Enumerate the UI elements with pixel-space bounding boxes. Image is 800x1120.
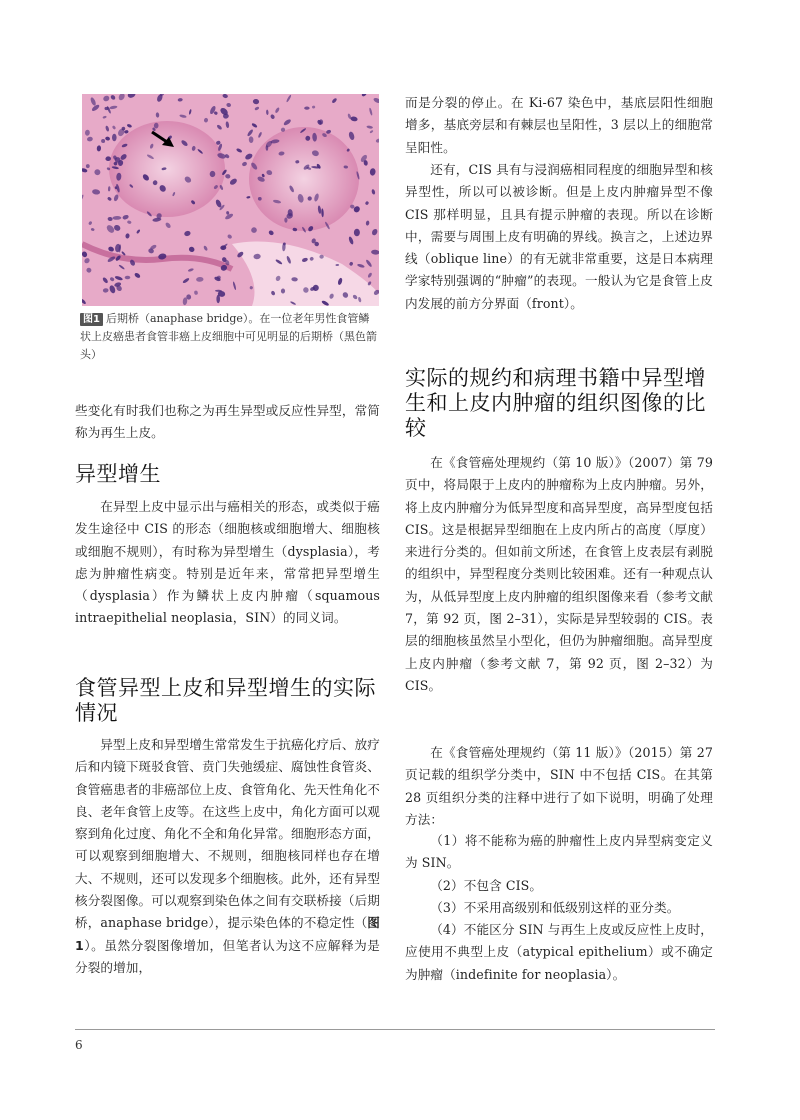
right-p3 [405, 452, 713, 697]
histology-figure [82, 94, 379, 306]
histology-image [82, 94, 379, 306]
section2-body [75, 734, 380, 979]
section3-heading-wrap [405, 366, 713, 441]
right-p4 [405, 742, 713, 831]
section1-heading-wrap [75, 462, 380, 487]
section2-text-part1: 异型上皮和异型增生常常发生于抗癌化疗后、放疗后和内镜下斑驳食管、贲门失弛缓症、腐蚀性食管炎、食管癌患者的非癌部位上皮、食管角化、先天性角化不良、老年食管上皮等。在这些上皮中，角化方面可以观察到角化过度、角化不全和角化异常。细胞形态方面，可以观察到细胞增大、不规则，细胞核同样也存在增大、不规则，还可以发现多个细胞核。此外，还有异型核分裂图像。可以观察到染色体之间有交联桥接（后期桥，anaphase bridge），提示染色体的不稳定性（ [75, 737, 380, 931]
rules-list [405, 830, 713, 986]
cell-nucleus [112, 134, 117, 142]
cell-nucleus [304, 107, 309, 110]
list-item-4: （4）不能区分 SIN 与再生上皮或反应性上皮时，应使用不典型上皮（atypical epithelium）或不确定为肿瘤（indefinite for neoplasia）。 [405, 922, 713, 982]
section1-paragraph: 在异型上皮中显示出与癌相关的形态，或类似于癌发生途径中 CIS 的形态（细胞核或细胞增大、细胞核或细胞不规则），有时称为异型增生（dysplasia），考虑为肿瘤性病变。特别是近年来，常常把异型增生（dysplasia）作为鳞状上皮内肿瘤（squamous intraepithelial neoplasia，SIN）的同义词。 [75, 499, 380, 626]
figure-caption [80, 310, 380, 364]
right-paragraph-2: 还有，CIS 具有与浸润癌相同程度的细胞异型和核异型性，所以可以被诊断。但是上皮内肿瘤异型不像 CIS 那样明显，且具有提示肿瘤的表现。所以在诊断中，需要与周围上皮有明确的界线。换言之，上述边界线（oblique line）的有无就非常重要，这是日本病理学家特别强调的“肿瘤”的表现。一般认为它是食管上皮内发展的前方分界面（front）。 [405, 162, 713, 311]
section2-paragraph [75, 734, 380, 979]
footer-divider [75, 1029, 715, 1030]
list-item-2: （2）不包含 CIS。 [430, 877, 543, 893]
page-number: 6 [75, 1038, 83, 1052]
figure-label: 图1 [80, 313, 103, 326]
list-item-1: （1）将不能称为癌的肿瘤性上皮内异型病变定义为 SIN。 [405, 833, 713, 871]
right-p1 [405, 92, 713, 159]
section2-text-part2: ）。虽然分裂图像增加，但笔者认为这不应解释为是分裂的增加， [75, 937, 380, 975]
right-paragraph-3: 在《食管癌处理规约（第 10 版）》（2007）第 79 页中，将局限于上皮内的肿瘤称为上皮内肿瘤。另外，将上皮内肿瘤分为低异型度和高异型度，高异型度包括 CIS。这是根据异型细胞在上皮内所占的高度（厚度）来进行分类的。但如前文所述，在食管上皮表层有剥脱的组织中，异型程度分类则比较困难。还有一种观点认为，从低异型度上皮内肿瘤的组织图像来看（参考文献 7，第 92 页，图 2–31），实际是异型较弱的 CIS。表层的细胞核虽然呈小型化，但仍为肿瘤细胞。高异型度上皮内肿瘤（参考文献 7，第 92 页，图 2–32）为 CIS。 [405, 455, 713, 693]
section1-heading: 异型增生 [75, 462, 161, 486]
list-item-3: （3）不采用高级别和低级别这样的亚分类。 [430, 899, 680, 915]
right-paragraph-1: 而是分裂的停止。在 Ki-67 染色中，基底层阳性细胞增多，基底旁层和有棘层也呈阳性，3 层以上的细胞常呈阳性。 [405, 95, 713, 155]
right-paragraph-4: 在《食管癌处理规约（第 11 版）》（2015）第 27 页记载的组织学分类中，SIN 中不包括 CIS。在其第 28 页组织分类的注释中进行了如下说明，明确了处理方法： [405, 745, 713, 827]
section2-heading-wrap [75, 676, 380, 726]
intro-continued-text: 些变化有时我们也称之为再生异型或反应性异型，常简称为再生上皮。 [75, 403, 380, 441]
left-intro-paragraph [75, 400, 380, 445]
section1-body [75, 496, 380, 630]
figure-reference-link[interactable]: 图1 [75, 915, 380, 953]
section2-heading: 食管异型上皮和异型增生的实际情况 [75, 676, 376, 725]
section3-heading: 实际的规约和病理书籍中异型增生和上皮内肿瘤的组织图像的比较 [405, 366, 706, 440]
right-p2 [405, 159, 713, 315]
figure-caption-text: 后期桥（anaphase bridge）。在一位老年男性食管鳞状上皮癌患者食管非癌上皮细胞中可见明显的后期桥（黑色箭头） [80, 312, 377, 361]
